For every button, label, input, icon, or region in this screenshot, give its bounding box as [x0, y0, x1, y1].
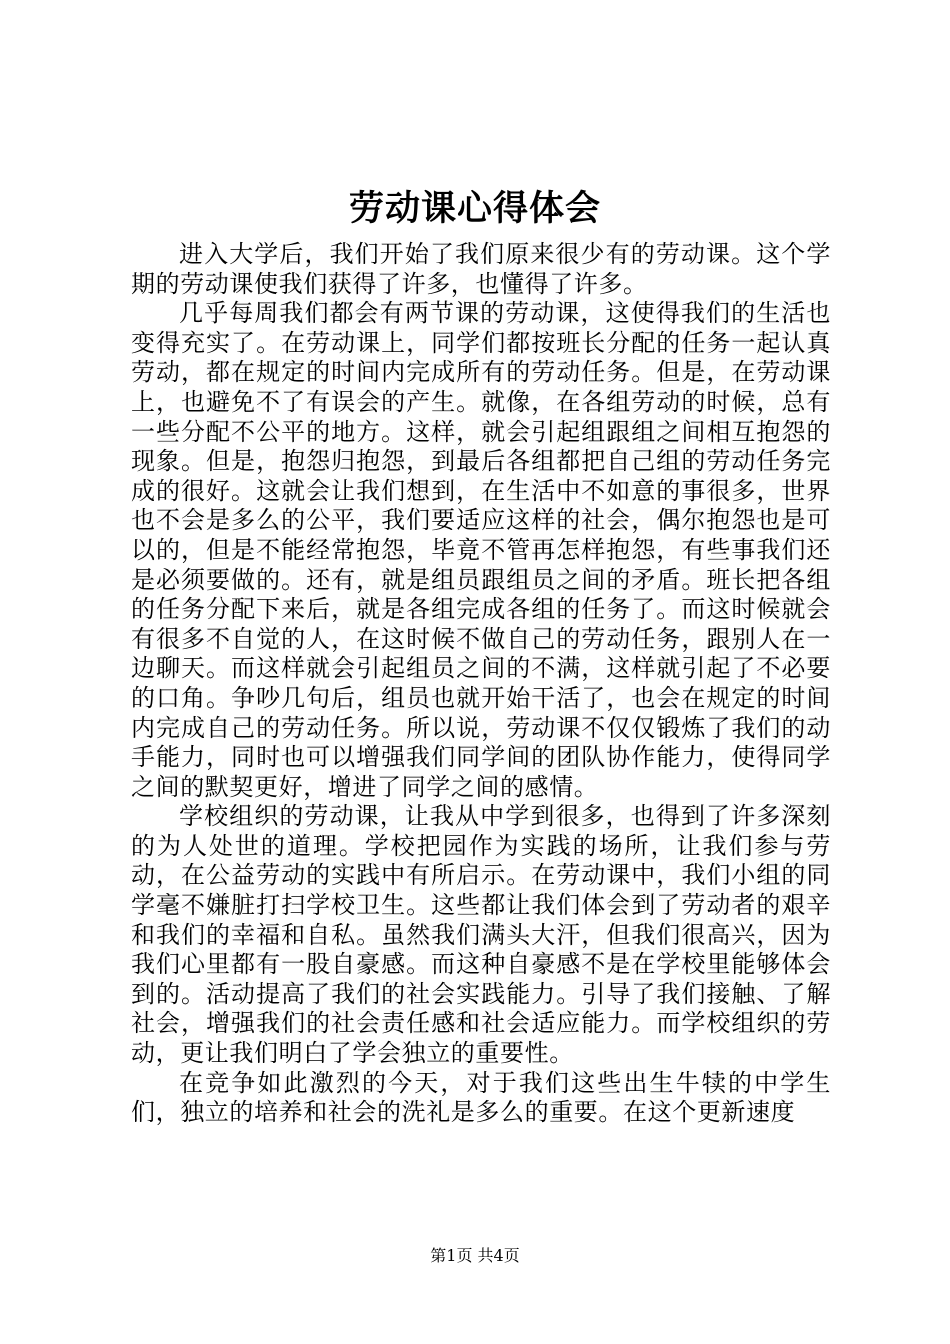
paragraph: 在竞争如此激烈的今天，对于我们这些出生牛犊的中学生们，独立的培养和社会的洗礼是多么的重要。在这个更新速度 [131, 1068, 831, 1127]
paragraph: 几乎每周我们都会有两节课的劳动课，这使得我们的生活也变得充实了。在劳动课上，同学们都按班长分配的任务一起认真劳动，都在规定的时间内完成所有的劳动任务。但是，在劳动课上，也避免不了有误会的产生。就像，在各组劳动的时候，总有一些分配不公平的地方。这样，就会引起组跟组之间相互抱怨的现象。但是，抱怨归抱怨，到最后各组都把自己组的劳动任务完成的很好。这就会让我们想到，在生活中不如意的事很多，世界也不会是多么的公平，我们要适应这样的社会，偶尔抱怨也是可以的，但是不能经常抱怨，毕竟不管再怎样抱怨，有些事我们还是必须要做的。还有，就是组员跟组员之间的矛盾。班长把各组的任务分配下来后，就是各组完成各组的任务了。而这时候就会有很多不自觉的人，在这时候不做自己的劳动任务，跟别人在一边聊天。而这样就会引起组员之间的不满，这样就引起了不必要的口角。争吵几句后，组员也就开始干活了，也会在规定的时间内完成自己的劳动任务。所以说，劳动课不仅仅锻炼了我们的动手能力，同时也可以增强我们同学间的团队协作能力，使得同学之间的默契更好，增进了同学之间的感情。 [131, 299, 831, 801]
page-footer: 第1页 共4页 [430, 1246, 520, 1265]
paragraph: 进入大学后，我们开始了我们原来很少有的劳动课。这个学期的劳动课使我们获得了许多，也懂得了许多。 [131, 240, 831, 298]
document-title: 劳动课心得体会 [348, 188, 601, 229]
document-body [131, 240, 831, 1128]
paragraph: 学校组织的劳动课，让我从中学到很多，也得到了许多深刻的为人处世的道理。学校把园作为实践的场所，让我们参与劳动，在公益劳动的实践中有所启示。在劳动课中，我们小组的同学毫不嫌脏打扫学校卫生。这些都让我们体会到了劳动者的艰辛和我们的幸福和自私。虽然我们满头大汗，但我们很高兴，因为我们心里都有一股自豪感。而这种自豪感不是在学校里能够体会到的。活动提高了我们的社会实践能力。引导了我们接触、了解社会，增强我们的社会责任感和社会适应能力。而学校组织的劳动，更让我们明白了学会独立的重要性。 [131, 802, 831, 1068]
